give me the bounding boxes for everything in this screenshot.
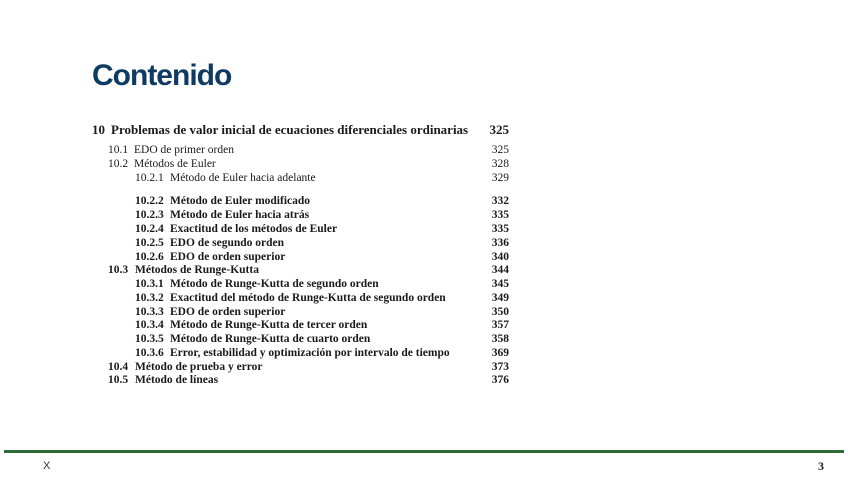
- toc-entry-number: 10.2.2: [135, 195, 164, 207]
- toc-entry-page: 376: [491, 374, 509, 386]
- toc-entry-number: 10.2.5: [135, 237, 164, 249]
- toc-entry-page: 332: [491, 195, 509, 207]
- toc-entry-10-3-1: [92, 277, 512, 291]
- page-title: Contenido: [92, 59, 232, 92]
- toc-entry-page: 349: [491, 292, 509, 304]
- toc-entry-title: EDO de primer orden: [134, 144, 234, 156]
- toc-entry-title: Error, estabilidad y optimización por intervalo de tiempo: [170, 347, 450, 359]
- toc-entry-10-5: [92, 373, 512, 387]
- toc-entry-10-3: [92, 263, 512, 277]
- toc-entry-number: 10.2: [108, 158, 129, 170]
- toc-entry-page: 344: [491, 264, 509, 276]
- toc-entry-number: 10.3.3: [135, 306, 164, 318]
- toc-entry-title: EDO de orden superior: [170, 306, 286, 318]
- toc-entry-10-3-3: [92, 305, 512, 319]
- toc-entry-number: 10.3: [108, 264, 129, 276]
- toc-entry-title: Método de Euler modificado: [170, 195, 311, 207]
- toc-entry-number: 10.2.3: [135, 209, 164, 221]
- toc-entry-10-2-1: [92, 171, 512, 185]
- toc-entry-page: 335: [491, 209, 509, 221]
- toc-entry-title: EDO de segundo orden: [170, 237, 285, 249]
- toc-entry-10-2-4: [92, 222, 512, 236]
- toc-entry-10-2: [92, 157, 512, 171]
- toc-entry-title: Método de líneas: [135, 374, 219, 386]
- toc-entry-10-1: [92, 143, 512, 157]
- toc-entry-title: Exactitud del método de Runge-Kutta de segundo orden: [170, 292, 446, 304]
- footer-divider: [4, 450, 844, 453]
- toc-entry-page: 328: [491, 158, 509, 170]
- toc-entry-page: 357: [491, 319, 509, 331]
- toc-entry-10-3-5: [92, 332, 512, 346]
- toc-entry-page: 373: [491, 361, 509, 373]
- toc-entry-page: 358: [491, 333, 509, 345]
- toc-entry-title: Método de Euler hacia atrás: [170, 209, 310, 221]
- toc-entry-number: 10.3.6: [135, 347, 164, 359]
- toc-entry-title: Método de Runge-Kutta de cuarto orden: [170, 333, 371, 345]
- toc-entry-10-3-6: [92, 346, 512, 360]
- footer-label: X: [43, 460, 51, 472]
- toc-entry-title: Método de Euler hacia adelante: [170, 172, 316, 184]
- toc-entry-number: 10.4: [108, 361, 129, 373]
- toc-entry-title: Método de Runge-Kutta de tercer orden: [170, 319, 368, 331]
- toc-entry-page: 329: [491, 172, 509, 184]
- toc-entry-page: 325: [491, 144, 509, 156]
- toc-entry-page: 336: [491, 237, 509, 249]
- toc-entry-10-2-2: [92, 194, 512, 208]
- toc-entry-title: Métodos de Runge-Kutta: [135, 264, 259, 276]
- toc-entry-10-2-3: [92, 208, 512, 222]
- toc-entry-number: 10.2.4: [135, 223, 164, 235]
- toc-chapter-number: 10: [92, 122, 105, 137]
- toc-entry-number: 10.3.4: [135, 319, 164, 331]
- toc-entry-10-3-4: [92, 318, 512, 332]
- toc-entry-page: 340: [491, 251, 509, 263]
- toc-entry-10-2-5: [92, 236, 512, 250]
- toc-entry-number: 10.1: [108, 144, 129, 156]
- toc-entry-title: Método de Runge-Kutta de segundo orden: [170, 278, 379, 290]
- page-number: 3: [818, 459, 824, 473]
- toc-entry-page: 335: [491, 223, 509, 235]
- toc-entry-title: EDO de orden superior: [170, 251, 286, 263]
- toc-entry-10-3-2: [92, 291, 512, 305]
- toc-entry-number: 10.2.1: [135, 172, 164, 184]
- toc-entry-number: 10.3.5: [135, 333, 164, 345]
- toc-entry-number: 10.2.6: [135, 251, 164, 263]
- toc-entry-title: Método de prueba y error: [135, 361, 263, 373]
- toc-entry-page: 350: [491, 306, 509, 318]
- toc-entry-title: Métodos de Euler: [134, 158, 216, 170]
- toc-entry-10-2-6: [92, 250, 512, 264]
- toc-entry-page: 369: [491, 347, 509, 359]
- toc-chapter-row: [92, 122, 512, 138]
- toc-entry-page: 345: [491, 278, 509, 290]
- toc-entry-title: Exactitud de los métodos de Euler: [170, 223, 338, 235]
- toc-chapter-title: Problemas de valor inicial de ecuaciones diferenciales ordinarias: [111, 122, 469, 137]
- table-of-contents: [92, 122, 512, 390]
- toc-entry-number: 10.5: [108, 374, 129, 386]
- toc-entry-10-4: [92, 360, 512, 374]
- toc-entry-number: 10.3.2: [135, 292, 164, 304]
- toc-entry-number: 10.3.1: [135, 278, 164, 290]
- toc-chapter-page: 325: [489, 122, 509, 137]
